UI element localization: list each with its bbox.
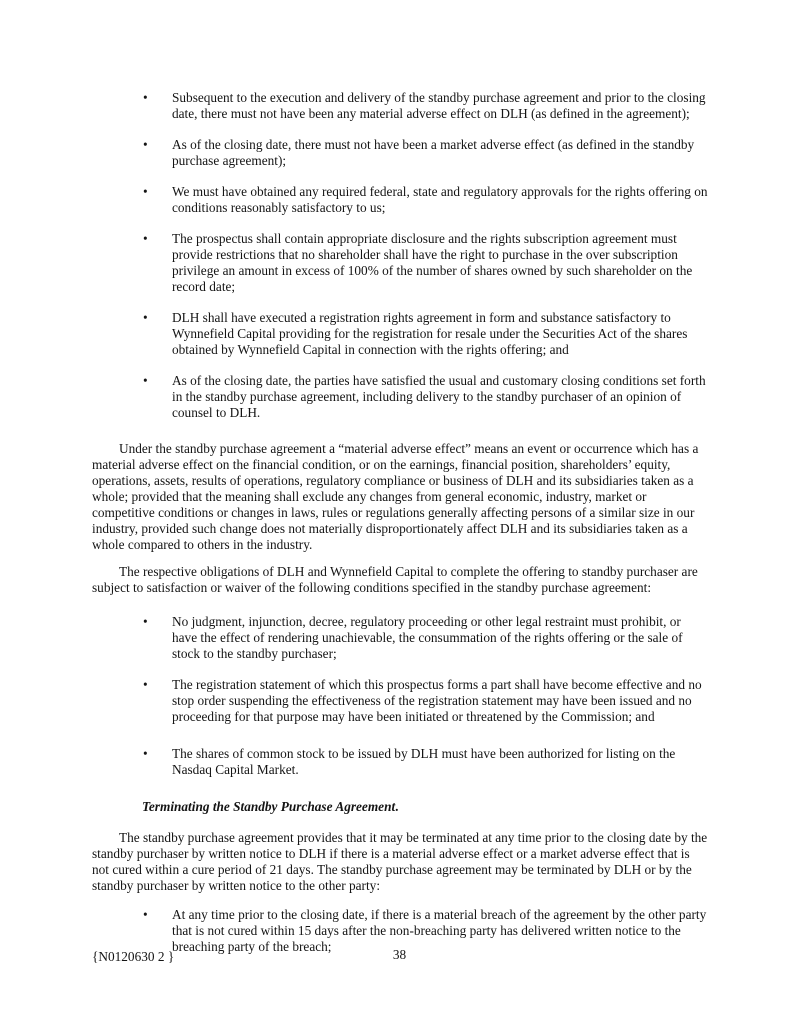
- bullet-marker: •: [143, 184, 148, 199]
- bullet-marker: •: [143, 907, 148, 922]
- bullet-marker: •: [143, 373, 148, 388]
- bullet-item: [92, 614, 708, 662]
- bullet-item: [92, 137, 708, 169]
- bullet-text: We must have obtained any required federal, state and regulatory approvals for the rights offering on conditions reasonably satisfactory to us;: [172, 184, 708, 215]
- bullet-marker: •: [143, 137, 148, 152]
- bullet-text: The registration statement of which this prospectus forms a part shall have become effective and no stop order suspending the effectiveness of the registration statement may have been issued and no proceeding for that purpose may have been initiated or threatened by the Commission; and: [172, 677, 702, 724]
- bullet-marker: •: [143, 231, 148, 246]
- bullet-item: [92, 184, 708, 216]
- bullet-text: As of the closing date, the parties have satisfied the usual and customary closing conditions set forth in the standby purchase agreement, including delivery to the standby purchaser of an opinion of counsel to DLH.: [172, 373, 706, 420]
- bullet-item: [92, 373, 708, 421]
- bullet-item: [92, 90, 708, 122]
- bullet-item: [92, 746, 708, 778]
- paragraph: Under the standby purchase agreement a “material adverse effect” means an event or occurrence which has a material adverse effect on the financial condition, or on the earnings, financial position, shareholders’ equity, operations, assets, results of operations, regulatory compliance or business of DLH and its subsidiaries taken as a whole; provided that the meaning shall exclude any changes from general economic, industry, market or competitive conditions or changes in laws, rules or regulations generally affecting persons of a similar size in our industry, provided such change does not materially disproportionately affect DLH and its subsidiaries taken as a whole compared to others in the industry.: [92, 441, 699, 552]
- paragraph: The respective obligations of DLH and Wynnefield Capital to complete the offering to standby purchaser are subject to satisfaction or waiver of the following conditions specified in the standby purchase agreement:: [92, 564, 698, 595]
- bullet-text: DLH shall have executed a registration rights agreement in form and substance satisfactory to Wynnefield Capital providing for the registration for resale under the Securities Act of the shares obtained by Wynnefield Capital in connection with the rights offering; and: [172, 310, 688, 357]
- bullet-text: Subsequent to the execution and delivery of the standby purchase agreement and prior to the closing date, there must not have been any material adverse effect on DLH (as defined in the agreement);: [172, 90, 706, 121]
- bullet-text: The shares of common stock to be issued by DLH must have been authorized for listing on the Nasdaq Capital Market.: [172, 746, 676, 777]
- paragraph: The standby purchase agreement provides that it may be terminated at any time prior to the closing date by the standby purchaser by written notice to DLH if there is a material adverse effect or a market adverse effect that is not cured within a cure period of 21 days. The standby purchase agreement may be terminated by DLH or by the standby purchaser by written notice to the other party:: [92, 830, 708, 893]
- footer-doc-id: {N0120630 2 }: [92, 949, 175, 964]
- bullet-marker: •: [143, 90, 148, 105]
- section-heading-text: Terminating the Standby Purchase Agreement: [142, 799, 396, 814]
- section-heading-period: .: [395, 799, 399, 814]
- bullet-item: [92, 231, 708, 295]
- bullet-text: As of the closing date, there must not have been a market adverse effect (as defined in the standby purchase agreement);: [172, 137, 695, 168]
- bullet-item: [92, 677, 708, 725]
- bullet-text: The prospectus shall contain appropriate disclosure and the rights subscription agreement must provide restrictions that no shareholder shall have the right to purchase in the over subscription privilege an amount in excess of 100% of the number of shares owned by such shareholder on the record date;: [172, 231, 693, 294]
- document-body: [92, 90, 708, 970]
- bullet-marker: •: [143, 677, 148, 692]
- bullet-marker: •: [143, 310, 148, 325]
- section-heading: [142, 799, 708, 815]
- bullet-item: [92, 310, 708, 358]
- bullet-text: No judgment, injunction, decree, regulatory proceeding or other legal restraint must prohibit, or have the effect of rendering unachievable, the consummation of the rights offering or the sale of stock to the standby purchaser;: [172, 614, 683, 661]
- bullet-marker: •: [143, 614, 148, 629]
- bullet-marker: •: [143, 746, 148, 761]
- bullet-text: At any time prior to the closing date, if there is a material breach of the agreement by the other party that is not cured within 15 days after the non-breaching party has delivered written notice to the breaching party of the breach;: [172, 907, 707, 954]
- footer-page-number: 38: [392, 947, 407, 962]
